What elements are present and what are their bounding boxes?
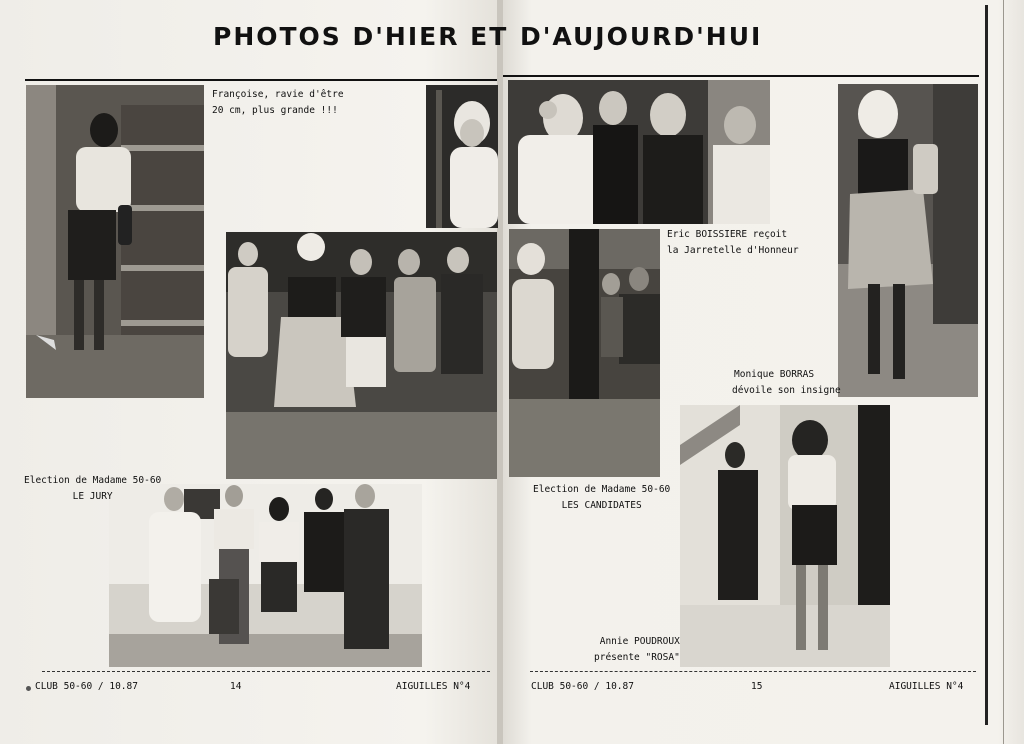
photo-annie-rosa [680,405,890,667]
footer-left-magazine: AIGUILLES N°4 [396,681,471,692]
photo-jury [109,484,422,667]
page-edge-shadow [1003,0,1004,744]
footer-rule-right [530,671,976,672]
footer-left-club: CLUB 50-60 / 10.87 [35,681,138,692]
caption-jury [24,473,161,505]
caption-francoise [212,87,344,119]
caption-candidates [533,482,670,514]
caption-candidates-line1: Election de Madame 50-60 [533,484,671,495]
caption-candidates-line2: LES CANDIDATES [561,500,642,511]
title-right: D'AUJOURD'HUI [520,22,763,51]
photo-eric-jarretelle [508,80,770,224]
footer-rule-left [42,671,490,672]
caption-monique [732,367,841,399]
header-rule-left [25,79,497,81]
caption-jury-line2: LE JURY [72,491,113,502]
photo-shoe-shelf [26,85,204,398]
caption-annie [594,634,680,666]
photo-candidates-right [509,229,660,477]
footer-left-page-number: 14 [230,681,242,692]
caption-francoise-line2: 20 cm, plus grande !!! [212,105,338,116]
photo-monique-insigne [838,84,978,397]
caption-monique-line1: Monique BORRAS [734,369,815,380]
header-rule-right [503,75,979,77]
footer-right-page-number: 15 [751,681,763,692]
footer-right-magazine: AIGUILLES N°4 [889,681,964,692]
footer-right-club: CLUB 50-60 / 10.87 [531,681,634,692]
photo-candidates-group [226,232,497,479]
caption-jury-line1: Election de Madame 50-60 [24,475,162,486]
caption-eric-line2: la Jarretelle d'Honneur [667,245,799,256]
title-left: PHOTOS D'HIER ET [213,22,509,51]
caption-francoise-line1: Françoise, ravie d'être [212,89,344,100]
page-edge-line [985,5,988,725]
caption-annie-line2: présente "ROSA" [594,652,680,663]
caption-monique-line2: dévoile son insigne [732,385,841,396]
caption-annie-line1: Annie POUDROUX [599,636,680,647]
photo-francoise-portrait [426,85,498,228]
footer-bullet-left [26,686,31,691]
caption-eric [667,227,799,259]
caption-eric-line1: Eric BOISSIERE reçoit [667,229,788,240]
